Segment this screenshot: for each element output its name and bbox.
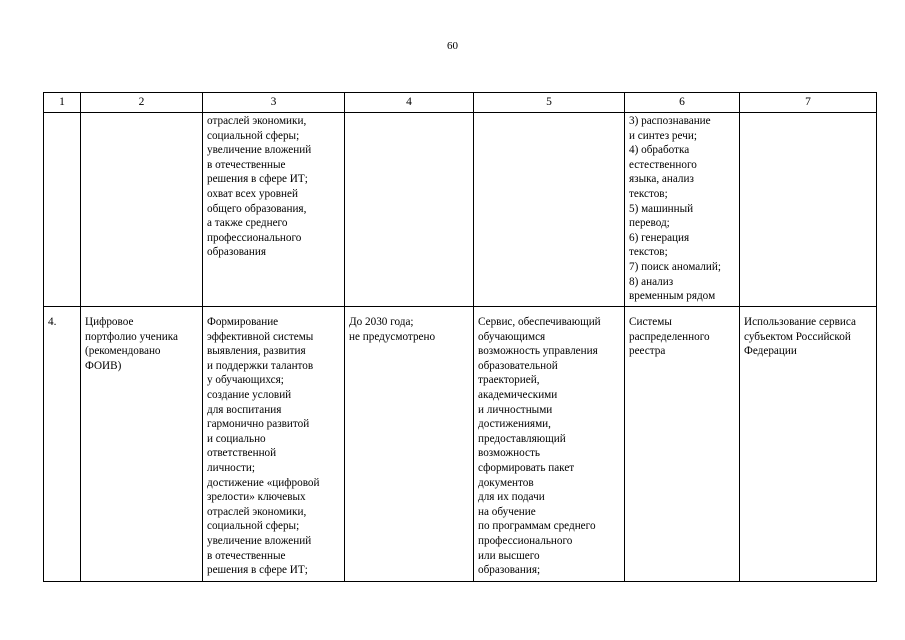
column-header: 6 [625, 93, 740, 113]
table-header-row [44, 93, 877, 113]
table-cell: 3) распознавание и синтез речи; 4) обработка естественного языка, анализ текстов; 5) машинный перевод; 6) генерация текстов; 7) поиск аномалий; 8) анализ временным рядом [625, 113, 740, 307]
row-number-cell: 4. [44, 307, 81, 582]
table-row [44, 307, 877, 582]
table-cell [81, 113, 203, 307]
table-row [44, 113, 877, 307]
table-cell [474, 113, 625, 307]
table-cell: отраслей экономики, социальной сферы; увеличение вложений в отечественные решения в сфере ИТ; охват всех уровней общего образования, а также среднего профессионального образования [203, 113, 345, 307]
table-cell: Формирование эффективной системы выявления, развития и поддержки талантов у обучающихся; создание условий для воспитания гармонично развитой и социально ответственной личности; достижение «цифровой зрелости» ключевых отраслей экономики, социальной сферы; увеличение вложений в отечественные решения в сфере ИТ; [203, 307, 345, 582]
table-cell [740, 113, 877, 307]
column-header: 2 [81, 93, 203, 113]
page-number: 60 [447, 40, 458, 52]
column-header: 5 [474, 93, 625, 113]
column-header: 3 [203, 93, 345, 113]
table-cell [44, 113, 81, 307]
table-cell: Использование сервиса субъектом Российской Федерации [740, 307, 877, 582]
document-table [43, 92, 877, 582]
table-cell: Сервис, обеспечивающий обучающимся возможность управления образовательной траекторией, академическими и личностными достижениями, предоставляющий возможность сформировать пакет документов для их подачи на обучение по программам среднего профессионального или высшего образования; [474, 307, 625, 582]
table-cell [345, 113, 474, 307]
column-header: 7 [740, 93, 877, 113]
column-header: 4 [345, 93, 474, 113]
column-header: 1 [44, 93, 81, 113]
table-cell: Цифровое портфолио ученика (рекомендовано ФОИВ) [81, 307, 203, 582]
table-cell: До 2030 года; не предусмотрено [345, 307, 474, 582]
table-cell: Системы распределенного реестра [625, 307, 740, 582]
